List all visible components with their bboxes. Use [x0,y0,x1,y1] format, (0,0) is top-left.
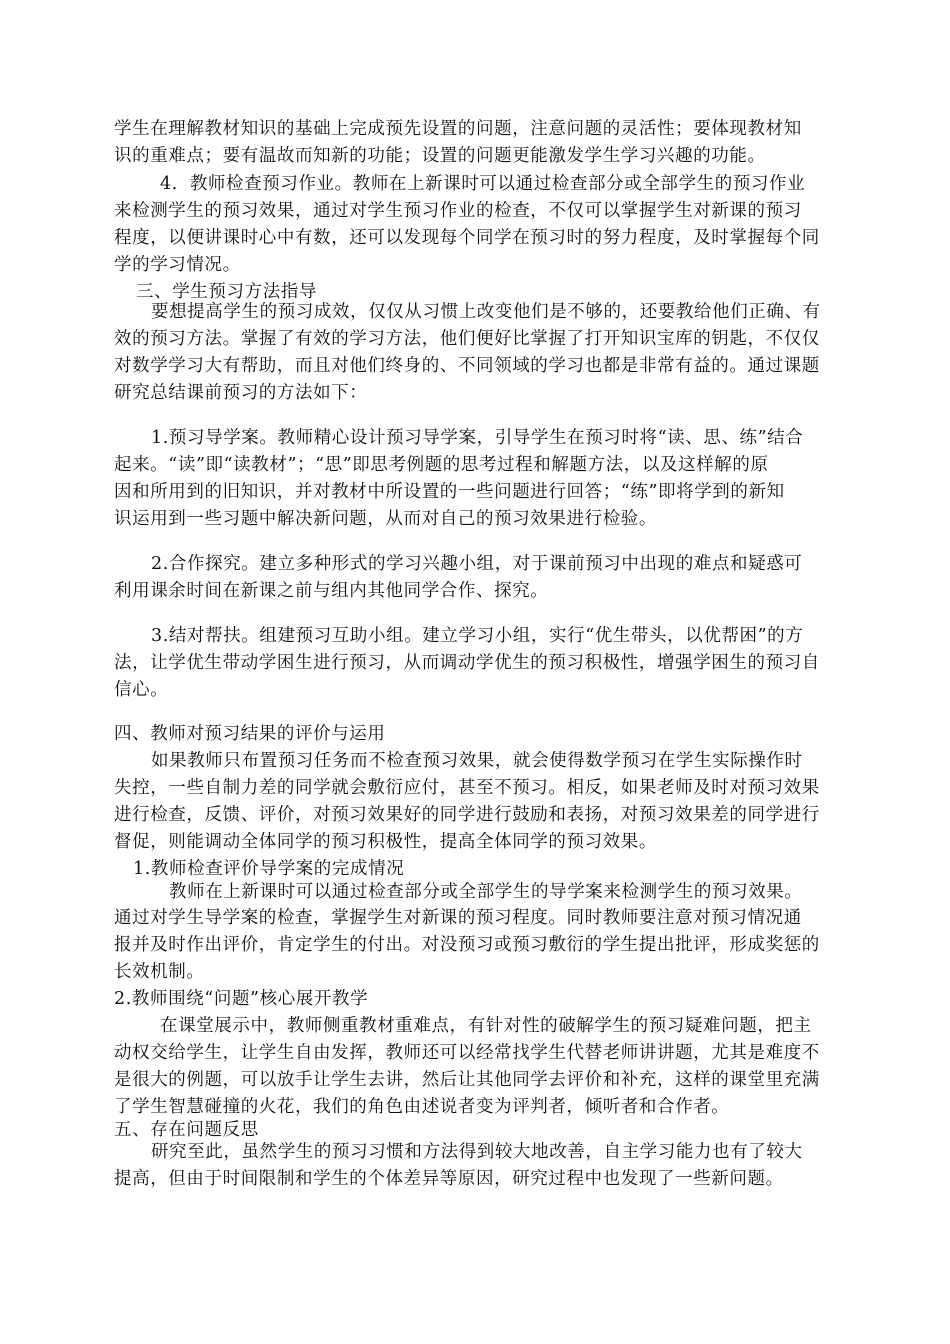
text-line: 失控，一些自制力差的同学就会敷衍应付，甚至不预习。相反，如果老师及时对预习效果 [114,778,820,798]
subsection-heading: 2.教师围绕“问题”核心展开教学 [114,989,369,1009]
text-line: 了学生智慧碰撞的火花，我们的角色由述说者变为评判者，倾听者和合作者。 [114,1097,730,1117]
section-heading: 三、学生预习方法指导 [136,282,317,302]
text-line: 对数学学习大有帮助，而且对他们终身的、不同领域的学习也都是非常有益的。通过课题 [114,356,820,376]
text-line: 督促，则能调动全体同学的预习积极性，提高全体同学的预习效果。 [114,832,657,852]
section-heading: 五、存在问题反思 [114,1120,259,1140]
text-line: 教师在上新课时可以通过检查部分或全部学生的导学案来检测学生的预习效果。 [169,882,803,902]
text-line: 3.结对帮扶。组建预习互助小组。建立学习小组，实行“优生带头，以优帮困”的方 [151,626,804,646]
text-line: 进行检查，反馈、评价，对预习效果好的同学进行鼓励和表扬，对预习效果差的同学进行 [114,805,820,825]
subsection-heading: 1.教师检查评价导学案的完成情况 [133,859,405,879]
text-line: 是很大的例题，可以放手让学生去讲，然后让其他同学去评价和补充，这样的课堂里充满 [114,1070,820,1090]
text-line: 起来。“读”即“读教材”；“思”即思考例题的思考过程和解题方法，以及这样解的原 [114,455,769,475]
text-line: 效的预习方法。掌握了有效的学习方法，他们便好比掌握了打开知识宝库的钥匙，不仅仅 [114,329,820,349]
text-line: 动权交给学生，让学生自由发挥，教师还可以经常找学生代替老师讲讲题，尤其是难度不 [114,1043,820,1063]
text-line: 识运用到一些习题中解决新问题，从而对自己的预习效果进行检验。 [114,509,657,529]
text-line: 研究至此，虽然学生的预习习惯和方法得到较大地改善，自主学习能力也有了较大 [151,1142,803,1162]
text-line: 提高，但由于时间限制和学生的个体差异等原因，研究过程中也发现了一些新问题。 [114,1169,784,1189]
text-line: 如果教师只布置预习任务而不检查预习效果，就会使得数学预习在学生实际操作时 [151,751,803,771]
text-line: 程度，以便讲课时心中有数，还可以发现每个同学在预习时的努力程度，及时掌握每个同 [114,228,820,248]
text-line: 在课堂展示中，教师侧重教材重难点，有针对性的破解学生的预习疑难问题，把主 [160,1016,812,1036]
text-line: 通过对学生导学案的检查，掌握学生对新课的预习程度。同时教师要注意对预习情况通 [114,908,802,928]
text-line: 识的重难点；要有温故而知新的功能；设置的问题更能激发学生学习兴趣的功能。 [114,146,766,166]
text-line: 研究总结课前预习的方法如下： [114,383,368,403]
text-line: 信心。 [114,680,169,700]
text-line: 要想提高学生的预习成效，仅仅从习惯上改变他们是不够的，还要教给他们正确、有 [151,302,821,322]
text-line: 1.预习导学案。教师精心设计预习导学案，引导学生在预习时将“读、思、练”结合 [151,428,804,448]
text-line: 利用课余时间在新课之前与组内其他同学合作、探究。 [114,581,549,601]
text-line: 因和所用到的旧知识，并对教材中所设置的一些问题进行回答；“练”即将学到的新知 [114,482,785,502]
text-line: 报并及时作出评价，肯定学生的付出。对没预习或预习敷衍的学生提出批评，形成奖惩的 [114,935,820,955]
text-line: 法，让学优生带动学困生进行预习，从而调动学优生的预习积极性，增强学困生的预习自 [114,653,820,673]
text-line: 长效机制。 [114,962,205,982]
text-line: 2.合作探究。建立多种形式的学习兴趣小组，对于课前预习中出现的难点和疑惑可 [151,554,803,574]
text-line: 4．教师检查预习作业。教师在上新课时可以通过检查部分或全部学生的预习作业 [160,174,806,194]
text-line: 来检测学生的预习效果，通过对学生预习作业的检查，不仅可以掌握学生对新课的预习 [114,201,802,221]
text-line: 学的学习情况。 [114,255,241,275]
text-line: 学生在理解教材知识的基础上完成预先设置的问题，注意问题的灵活性；要体现教材知 [114,119,802,139]
section-heading: 四、教师对预习结果的评价与运用 [114,724,386,744]
